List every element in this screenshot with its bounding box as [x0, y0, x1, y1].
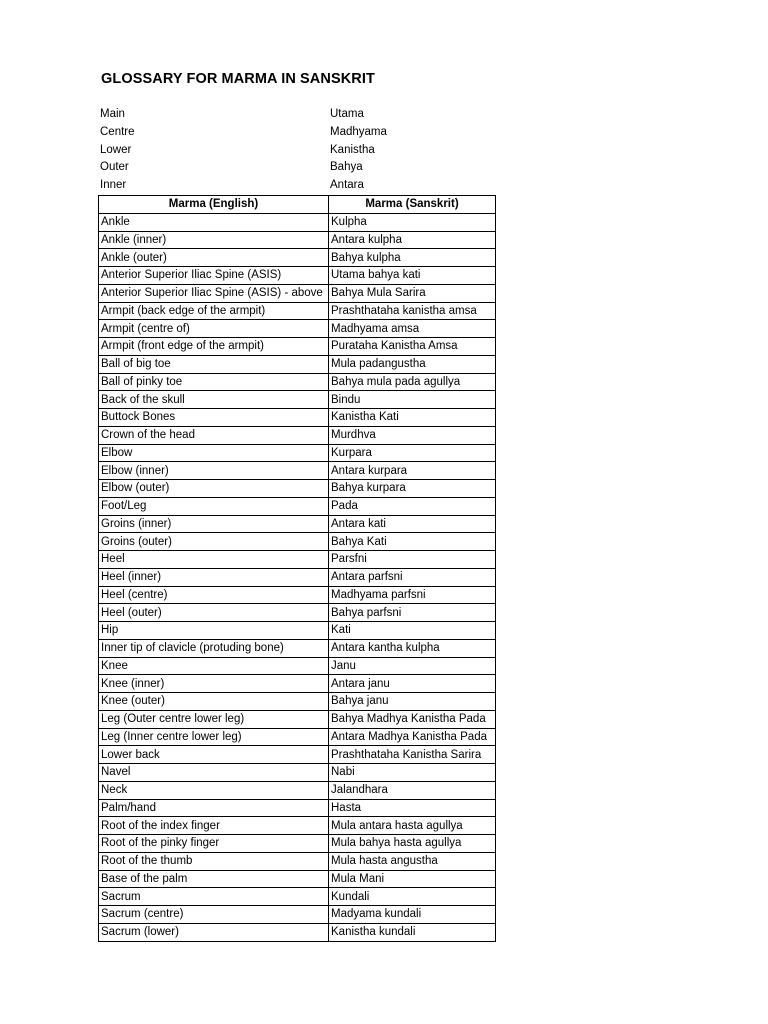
- cell-english: Knee: [99, 657, 329, 675]
- term-sanskrit: Madhyama: [330, 125, 387, 138]
- cell-sanskrit: Kanistha kundali: [329, 923, 496, 941]
- cell-english: Neck: [99, 781, 329, 799]
- table-row: [99, 426, 496, 444]
- cell-sanskrit: Nabi: [329, 764, 496, 782]
- table-row: [99, 799, 496, 817]
- table-row: [99, 213, 496, 231]
- cell-english: Inner tip of clavicle (protuding bone): [99, 639, 329, 657]
- cell-sanskrit: Madhyama amsa: [329, 320, 496, 338]
- column-header-english: Marma (English): [99, 196, 329, 214]
- table-row: [99, 693, 496, 711]
- cell-english: Base of the palm: [99, 870, 329, 888]
- cell-english: Anterior Superior Iliac Spine (ASIS) - above: [99, 284, 329, 302]
- table-row: [99, 551, 496, 569]
- term-sanskrit: Kanistha: [330, 143, 375, 156]
- cell-sanskrit: Kanistha Kati: [329, 409, 496, 427]
- cell-sanskrit: Antara kati: [329, 515, 496, 533]
- cell-english: Armpit (front edge of the armpit): [99, 338, 329, 356]
- cell-sanskrit: Madhyama parfsni: [329, 586, 496, 604]
- page-title: GLOSSARY FOR MARMA IN SANSKRIT: [101, 71, 375, 87]
- cell-english: Knee (inner): [99, 675, 329, 693]
- table-row: [99, 746, 496, 764]
- cell-english: Heel (inner): [99, 568, 329, 586]
- cell-english: Ball of big toe: [99, 355, 329, 373]
- table-row: [99, 480, 496, 498]
- cell-sanskrit: Bahya mula pada agullya: [329, 373, 496, 391]
- table-row: [99, 870, 496, 888]
- table-row: [99, 231, 496, 249]
- cell-sanskrit: Madyama kundali: [329, 906, 496, 924]
- table-row: [99, 462, 496, 480]
- cell-english: Sacrum (centre): [99, 906, 329, 924]
- cell-sanskrit: Parsfni: [329, 551, 496, 569]
- table-row: [99, 781, 496, 799]
- cell-english: Groins (outer): [99, 533, 329, 551]
- cell-sanskrit: Mula hasta angustha: [329, 852, 496, 870]
- cell-english: Ankle: [99, 213, 329, 231]
- term-sanskrit: Utama: [330, 108, 364, 120]
- cell-english: Ankle (outer): [99, 249, 329, 267]
- cell-sanskrit: Bahya Madhya Kanistha Pada: [329, 710, 496, 728]
- cell-english: Knee (outer): [99, 693, 329, 711]
- cell-sanskrit: Kulpha: [329, 213, 496, 231]
- table-row: [99, 515, 496, 533]
- cell-english: Heel: [99, 551, 329, 569]
- cell-sanskrit: Mula padangustha: [329, 355, 496, 373]
- cell-sanskrit: Prashthataha kanistha amsa: [329, 302, 496, 320]
- table-row: [99, 373, 496, 391]
- cell-english: Crown of the head: [99, 426, 329, 444]
- cell-english: Sacrum (lower): [99, 923, 329, 941]
- table-row: [99, 852, 496, 870]
- table-row: [99, 320, 496, 338]
- cell-sanskrit: Bahya kulpha: [329, 249, 496, 267]
- cell-english: Groins (inner): [99, 515, 329, 533]
- cell-english: Navel: [99, 764, 329, 782]
- cell-english: Foot/Leg: [99, 497, 329, 515]
- cell-sanskrit: Mula antara hasta agullya: [329, 817, 496, 835]
- cell-english: Buttock Bones: [99, 409, 329, 427]
- term-sanskrit: Bahya: [330, 161, 363, 174]
- table-row: [99, 533, 496, 551]
- term-english: Lower: [100, 143, 132, 156]
- cell-sanskrit: Mula bahya hasta agullya: [329, 835, 496, 853]
- cell-sanskrit: Kurpara: [329, 444, 496, 462]
- table-row: [99, 284, 496, 302]
- cell-sanskrit: Hasta: [329, 799, 496, 817]
- cell-english: Anterior Superior Iliac Spine (ASIS): [99, 267, 329, 285]
- cell-sanskrit: Purataha Kanistha Amsa: [329, 338, 496, 356]
- term-english: Centre: [100, 125, 135, 138]
- cell-english: Heel (centre): [99, 586, 329, 604]
- table-row: [99, 497, 496, 515]
- cell-english: Armpit (back edge of the armpit): [99, 302, 329, 320]
- term-sanskrit: Antara: [330, 179, 364, 192]
- table-row: [99, 923, 496, 941]
- cell-sanskrit: Jalandhara: [329, 781, 496, 799]
- glossary-table: [98, 195, 496, 942]
- table-row: [99, 267, 496, 285]
- cell-english: Leg (Inner centre lower leg): [99, 728, 329, 746]
- cell-sanskrit: Antara janu: [329, 675, 496, 693]
- cell-english: Root of the pinky finger: [99, 835, 329, 853]
- table-row: [99, 639, 496, 657]
- table-row: [99, 906, 496, 924]
- cell-sanskrit: Bahya janu: [329, 693, 496, 711]
- table-row: [99, 338, 496, 356]
- cell-sanskrit: Bahya parfsni: [329, 604, 496, 622]
- term-prefix-list: [100, 106, 500, 195]
- cell-english: Elbow (outer): [99, 480, 329, 498]
- cell-sanskrit: Kati: [329, 622, 496, 640]
- table-row: [99, 568, 496, 586]
- table-row: [99, 302, 496, 320]
- table-row: [99, 586, 496, 604]
- cell-sanskrit: Bahya kurpara: [329, 480, 496, 498]
- table-row: [99, 604, 496, 622]
- cell-sanskrit: Murdhva: [329, 426, 496, 444]
- term-row: [100, 177, 500, 195]
- cell-sanskrit: Antara parfsni: [329, 568, 496, 586]
- cell-english: Root of the index finger: [99, 817, 329, 835]
- column-header-sanskrit: Marma (Sanskrit): [329, 196, 496, 214]
- cell-sanskrit: Antara Madhya Kanistha Pada: [329, 728, 496, 746]
- term-english: Outer: [100, 161, 129, 174]
- cell-sanskrit: Utama bahya kati: [329, 267, 496, 285]
- cell-english: Heel (outer): [99, 604, 329, 622]
- cell-english: Lower back: [99, 746, 329, 764]
- table-row: [99, 675, 496, 693]
- table-row: [99, 710, 496, 728]
- cell-sanskrit: Janu: [329, 657, 496, 675]
- term-row: [100, 159, 500, 177]
- table-header-row: [99, 196, 496, 214]
- table-row: [99, 764, 496, 782]
- term-english: Main: [100, 108, 125, 120]
- table-row: [99, 835, 496, 853]
- table-row: [99, 728, 496, 746]
- table-body: [99, 213, 496, 941]
- cell-english: Hip: [99, 622, 329, 640]
- cell-sanskrit: Bindu: [329, 391, 496, 409]
- cell-sanskrit: Antara kantha kulpha: [329, 639, 496, 657]
- term-row: [100, 124, 500, 142]
- cell-sanskrit: Pada: [329, 497, 496, 515]
- table-row: [99, 444, 496, 462]
- term-row: [100, 106, 500, 124]
- cell-sanskrit: Kundali: [329, 888, 496, 906]
- cell-sanskrit: Bahya Mula Sarira: [329, 284, 496, 302]
- table-row: [99, 409, 496, 427]
- cell-sanskrit: Bahya Kati: [329, 533, 496, 551]
- cell-sanskrit: Antara kurpara: [329, 462, 496, 480]
- cell-english: Root of the thumb: [99, 852, 329, 870]
- cell-english: Elbow (inner): [99, 462, 329, 480]
- table-row: [99, 888, 496, 906]
- table-row: [99, 657, 496, 675]
- cell-sanskrit: Antara kulpha: [329, 231, 496, 249]
- table-row: [99, 391, 496, 409]
- term-row: [100, 142, 500, 160]
- cell-sanskrit: Prashthataha Kanistha Sarira: [329, 746, 496, 764]
- cell-english: Leg (Outer centre lower leg): [99, 710, 329, 728]
- cell-english: Palm/hand: [99, 799, 329, 817]
- table-row: [99, 817, 496, 835]
- table-row: [99, 249, 496, 267]
- cell-sanskrit: Mula Mani: [329, 870, 496, 888]
- cell-english: Sacrum: [99, 888, 329, 906]
- cell-english: Armpit (centre of): [99, 320, 329, 338]
- table-row: [99, 622, 496, 640]
- cell-english: Ankle (inner): [99, 231, 329, 249]
- cell-english: Ball of pinky toe: [99, 373, 329, 391]
- cell-english: Back of the skull: [99, 391, 329, 409]
- term-english: Inner: [100, 179, 127, 192]
- cell-english: Elbow: [99, 444, 329, 462]
- table-row: [99, 355, 496, 373]
